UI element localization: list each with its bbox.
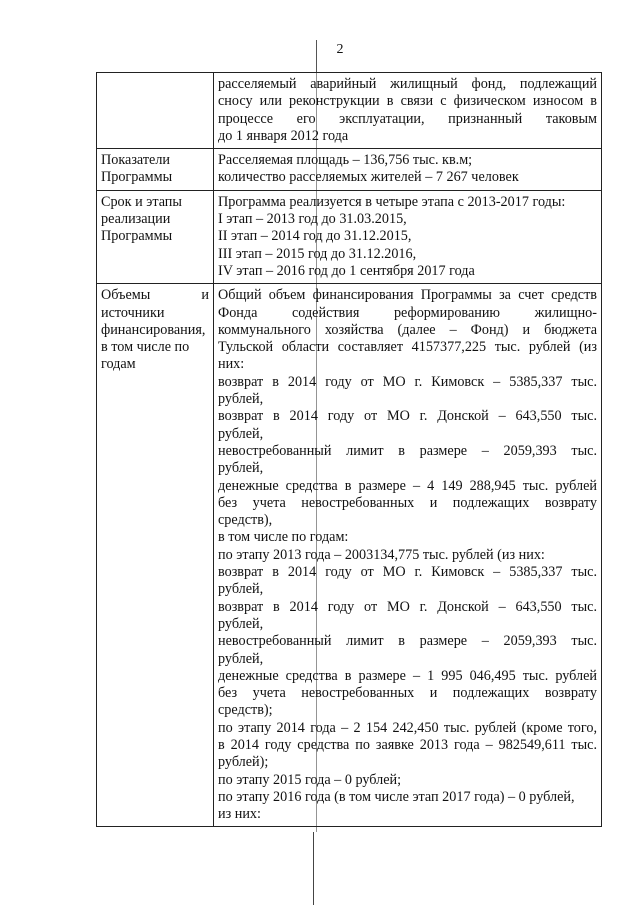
label-line: в том числе по: [101, 339, 190, 356]
content-line: рублей,: [218, 460, 264, 477]
scan-artifact-line: [313, 832, 314, 905]
row-label: [97, 73, 214, 149]
content-line: Программа реализуется в четыре этапа с 2013-2017 годы:: [218, 193, 566, 210]
content-line: денежные средства в размере – 4 149 288,945 тыс. рублей: [218, 477, 597, 494]
content-line: возврат в 2014 году от МО г. Кимовск – 5385,337 тыс.: [218, 373, 597, 390]
content-line: II этап – 2014 год до 31.12.2015,: [218, 228, 412, 245]
content-line: I этап – 2013 год до 31.03.2015,: [218, 211, 407, 228]
content-line: без учета невостребованных и подлежащих возврату: [218, 494, 597, 511]
label-line: Программы: [101, 228, 173, 245]
content-line: в 2014 году средства по заявке 2013 года – 982549,611 тыс.: [218, 736, 597, 753]
content-line: до 1 января 2012 года: [218, 127, 349, 144]
content-line: средств);: [218, 702, 273, 719]
content-line: рублей,: [218, 615, 264, 632]
label-line: финансирования,: [101, 321, 206, 338]
content-line: возврат в 2014 году от МО г. Донской – 643,550 тыс.: [218, 598, 597, 615]
content-line: Общий объем финансирования Программы за счет средств: [218, 287, 597, 304]
row-content: [214, 149, 602, 191]
row-content: [214, 73, 602, 149]
content-line: невостребованный лимит в размере – 2059,393 тыс.: [218, 442, 597, 459]
content-line: по этапу 2016 года (в том числе этап 2017 года) – 0 рублей,: [218, 788, 575, 805]
row-content: [214, 190, 602, 283]
content-line: них:: [218, 356, 245, 373]
content-line: без учета невостребованных и подлежащих возврату: [218, 685, 597, 702]
content-line: по этапу 2013 года – 2003134,775 тыс. рублей (из них:: [218, 546, 545, 563]
table-row: [97, 190, 602, 283]
row-label: [97, 190, 214, 283]
table-row: [97, 73, 602, 149]
page-number: 2: [336, 42, 344, 57]
label-line: реализации: [101, 211, 171, 228]
row-label: [97, 284, 214, 827]
table-row: [97, 284, 602, 827]
label-line: годам: [101, 356, 136, 373]
content-line: количество расселяемых жителей – 7 267 человек: [218, 169, 519, 186]
content-line: Расселяемая площадь – 136,756 тыс. кв.м;: [218, 152, 473, 169]
table-row: [97, 149, 602, 191]
content-line: рублей,: [218, 425, 264, 442]
content-line: по этапу 2015 года – 0 рублей;: [218, 771, 402, 788]
content-line: III этап – 2015 год до 31.12.2016,: [218, 245, 417, 262]
content-line: возврат в 2014 году от МО г. Донской – 643,550 тыс.: [218, 408, 597, 425]
content-line: процессе его эксплуатации, признанный таковым: [218, 110, 597, 127]
content-line: рублей,: [218, 581, 264, 598]
content-line: IV этап – 2016 год до 1 сентября 2017 года: [218, 262, 475, 279]
label-line: Объемы и: [101, 287, 209, 304]
content-line: в том числе по годам:: [218, 529, 349, 546]
content-line: возврат в 2014 году от МО г. Кимовск – 5385,337 тыс.: [218, 564, 597, 581]
row-content: [214, 284, 602, 827]
content-line: коммунального хозяйства (далее – Фонд) и бюджета: [218, 321, 597, 338]
content-line: сносу или реконструкции в связи с физическом износом в: [218, 93, 597, 110]
content-line: расселяемый аварийный жилищный фонд, подлежащий: [218, 76, 597, 92]
content-line: рублей);: [218, 754, 269, 771]
content-line: денежные средства в размере – 1 995 046,495 тыс. рублей: [218, 667, 597, 684]
label-line: Срок и этапы: [101, 193, 182, 210]
content-line: Тульской области составляет 4157377,225 тыс. рублей (из: [218, 339, 597, 356]
label-line: источники: [101, 304, 165, 321]
content-line: средств),: [218, 512, 273, 529]
content-line: Фонда содействия реформированию жилищно-: [218, 304, 597, 321]
content-line: из них:: [218, 806, 261, 823]
label-line: Показатели: [101, 152, 171, 169]
row-label: [97, 149, 214, 191]
content-line: рублей,: [218, 391, 264, 408]
content-line: рублей,: [218, 650, 264, 667]
program-passport-table: [96, 72, 602, 827]
scan-artifact-line: [316, 40, 317, 72]
content-line: невостребованный лимит в размере – 2059,393 тыс.: [218, 633, 597, 650]
content-line: по этапу 2014 года – 2 154 242,450 тыс. рублей (кроме того,: [218, 719, 597, 736]
label-line: Программы: [101, 169, 173, 186]
